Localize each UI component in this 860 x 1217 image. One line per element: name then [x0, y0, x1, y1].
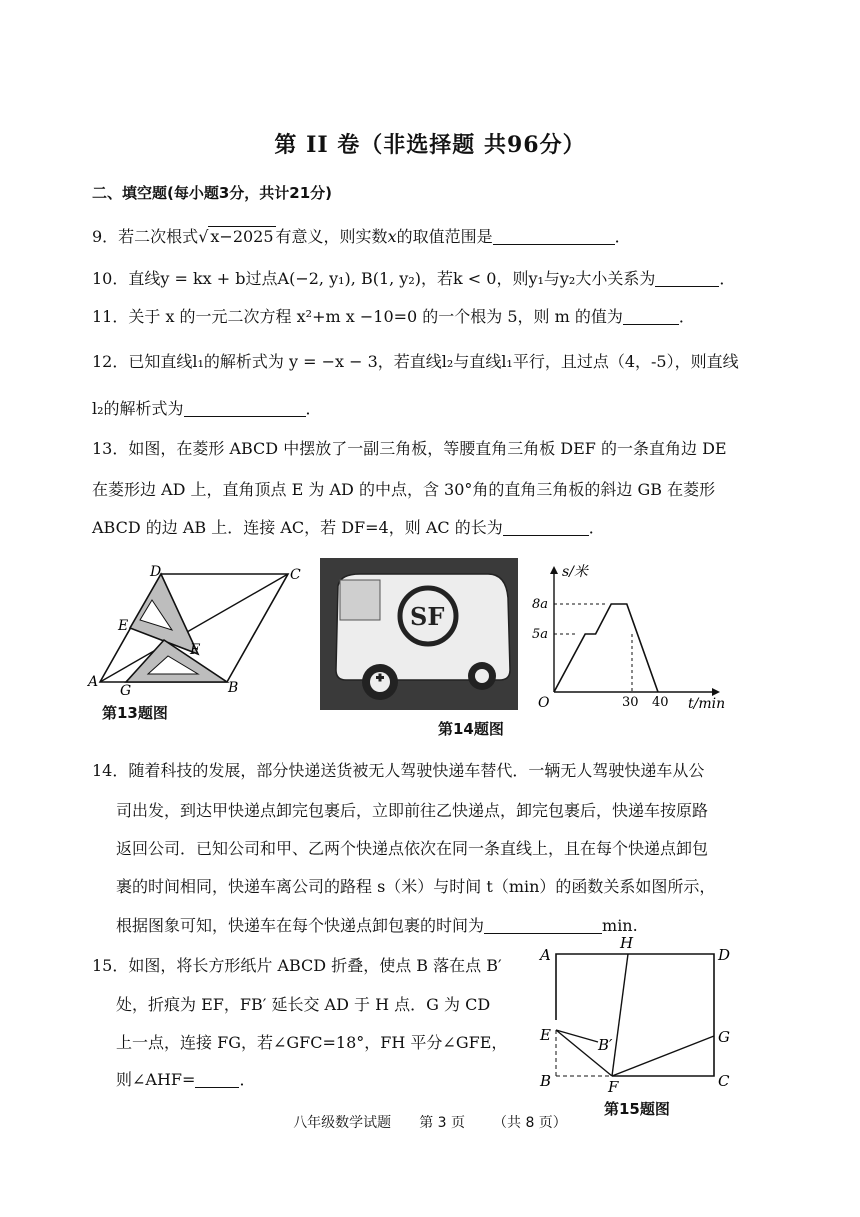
question-14-line1: 14．随着科技的发展，部分快递送货被无人驾驶快递车替代．一辆无人驾驶快递车从公 — [92, 761, 705, 780]
q10-end: ． — [719, 269, 736, 288]
y-axis-arrow — [550, 566, 558, 574]
question-13-line3 — [92, 517, 605, 539]
x-axis-arrow — [712, 688, 720, 696]
question-10 — [92, 268, 735, 290]
label-a: A — [88, 674, 99, 690]
question-9 — [92, 226, 631, 248]
y-tick-5a: 5a — [532, 627, 549, 642]
caption-figure-14: 第14题图 — [438, 720, 504, 738]
origin-label: O — [538, 695, 550, 710]
q14-line5: 根据图象可知，快递车在每个快递点卸包裹的时间为 — [116, 916, 485, 935]
q15-line4: 则∠AHF= — [116, 1070, 196, 1089]
answer-blank-10[interactable] — [655, 270, 719, 287]
caption-figure-13: 第13题图 — [102, 704, 168, 722]
label-a: A — [540, 946, 551, 964]
answer-blank-9[interactable] — [493, 228, 615, 245]
answer-blank-13[interactable] — [503, 519, 589, 536]
x-axis-label: t/min — [688, 696, 726, 710]
q14-end: min. — [602, 916, 638, 935]
segment-fg — [612, 1036, 714, 1076]
question-14-line2: 司出发，到达甲快递点卸完包裹后，立即前往乙快递点，卸完包裹后，快递车按原路 — [116, 801, 709, 820]
q15-end: ． — [239, 1070, 256, 1089]
label-h: H — [620, 934, 634, 952]
footer-page: 第 3 页 — [419, 1115, 465, 1131]
question-11 — [92, 306, 695, 328]
question-15-line1: 15．如图，将长方形纸片 ABCD 折叠，使点 B 落在点 B′ — [92, 956, 502, 975]
section-heading: 二、填空题(每小题3分，共计21分) — [92, 184, 333, 202]
y-tick-8a: 8a — [532, 597, 549, 612]
q9-radicand: x−2025 — [210, 227, 274, 246]
question-12-cont — [92, 398, 322, 420]
q9-text-a: 9．若二次根式 — [92, 227, 199, 246]
sf-logo: SF — [410, 602, 445, 631]
segment-fh — [612, 954, 628, 1076]
figure-14-graph — [528, 560, 728, 710]
label-d: D — [150, 564, 162, 580]
footer-total: （共 8 页） — [493, 1115, 567, 1131]
figure-15-rectangle — [534, 932, 744, 1096]
radical-sign: √ — [198, 227, 209, 246]
q9-text-b: 有意义，则实数 — [275, 227, 388, 246]
question-14-line4: 裹的时间相同，快递车离公司的路程 s（米）与时间 t（min）的函数关系如图所示， — [116, 877, 716, 896]
q9-text-c: 的取值范围是 — [396, 227, 493, 246]
label-g: G — [718, 1028, 730, 1046]
label-e: E — [118, 618, 129, 634]
q12-line1: 12．已知直线l₁的解析式为 y = −x − 3，若直线l₂与直线l₁平行，且过点（4，-5），则直线 — [92, 352, 739, 371]
label-e: E — [540, 1026, 551, 1044]
vehicle-illustration — [320, 558, 518, 710]
rectangle-abcd — [556, 954, 714, 1076]
x-tick-30: 30 — [622, 695, 639, 710]
answer-blank-12[interactable] — [184, 400, 306, 417]
label-b-prime: B′ — [598, 1036, 613, 1054]
page-footer — [0, 1112, 860, 1132]
page-title: 第 II 卷（非选择题 共96分） — [274, 132, 586, 158]
label-b: B — [540, 1072, 552, 1090]
q9-text-d: ． — [614, 227, 631, 246]
caption-figure-15: 第15题图 — [604, 1100, 670, 1118]
question-13-line2: 在菱形边 AD 上，直角顶点 E 为 AD 的中点，含 30°角的直角三角板的斜边 GB 在菱形 — [92, 480, 716, 499]
question-14-line3: 返回公司．已知公司和甲、乙两个快递点依次在同一条直线上，且在每个快递点卸包 — [116, 839, 709, 858]
q11-end: ． — [678, 307, 695, 326]
label-b: B — [228, 680, 239, 696]
label-f: F — [608, 1078, 619, 1096]
question-15-line2: 处，折痕为 EF，FB′ 延长交 AD 于 H 点．G 为 CD — [116, 995, 491, 1014]
q12-end: ． — [305, 399, 322, 418]
q11-text: 11．关于 x 的一元二次方程 x²+m x −10=0 的一个根为 5，则 m 的值为 — [92, 307, 623, 326]
y-axis-label: s/米 — [562, 564, 588, 580]
label-g: G — [120, 683, 132, 698]
q13-line3: ABCD 的边 AB 上．连接 AC，若 DF=4，则 AC 的长为 — [92, 518, 503, 537]
q10-text: 10．直线y = kx + b过点A(−2, y₁), B(1, y₂)，若k < 0，则y₁与y₂大小关系为 — [92, 269, 656, 288]
series-line — [554, 604, 658, 692]
question-13-line1: 13．如图，在菱形 ABCD 中摆放了一副三角板，等腰直角三角板 DEF 的一条直角边 DE — [92, 439, 727, 458]
figure-13-rhombus — [86, 562, 308, 698]
answer-blank-15[interactable] — [195, 1071, 239, 1088]
q9-var: x — [387, 227, 397, 246]
answer-blank-11[interactable] — [623, 308, 679, 325]
q13-end: ． — [588, 518, 605, 537]
question-15-line3: 上一点，连接 FG，若∠GFC=18°，FH 平分∠GFE， — [116, 1033, 508, 1052]
label-c: C — [290, 567, 301, 583]
label-d: D — [718, 946, 731, 964]
distance-time-line — [554, 604, 658, 692]
question-12 — [92, 351, 739, 373]
question-15-line4 — [116, 1069, 255, 1091]
q12-line2: l₂的解析式为 — [92, 399, 184, 418]
delivery-vehicle-photo — [320, 558, 518, 710]
label-c: C — [718, 1072, 730, 1090]
label-f: F — [190, 642, 200, 658]
footer-subject: 八年级数学试题 — [293, 1115, 392, 1131]
x-tick-40: 40 — [652, 695, 669, 710]
